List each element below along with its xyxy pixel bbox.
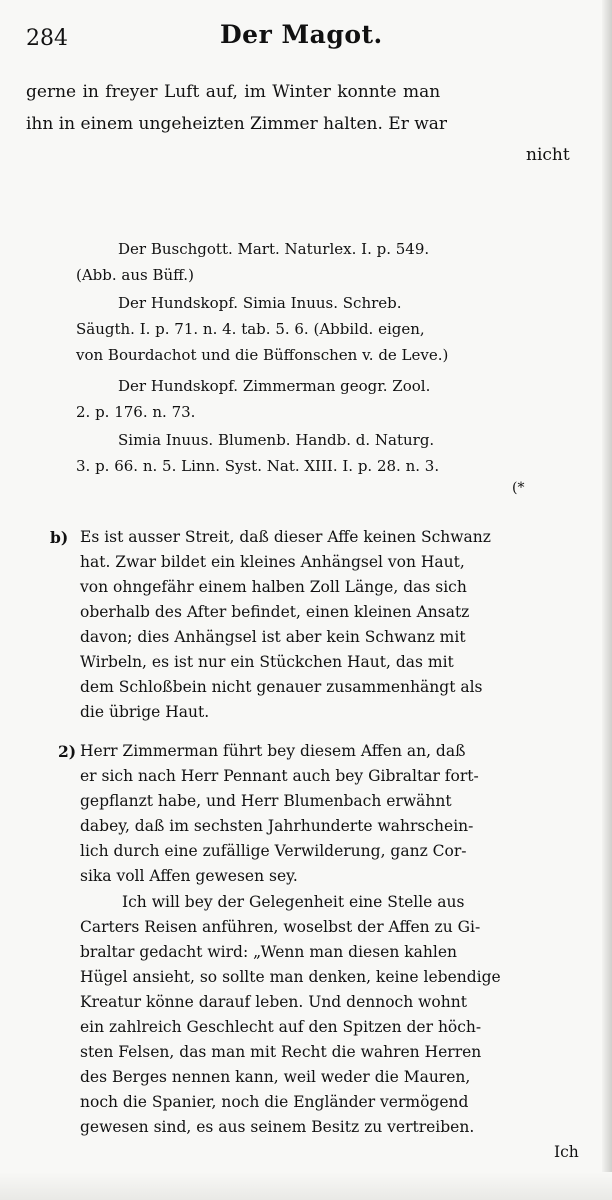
note-2-label: 2) — [58, 742, 77, 761]
note-2-line: gewesen sind, es aus seinem Besitz zu vertreiben. — [80, 1118, 475, 1136]
note-b-line: dem Schloßbein nicht genauer zusammenhängt als — [80, 678, 483, 696]
note-2-line: des Berges nennen kann, weil weder die Mauren, — [80, 1068, 471, 1086]
note-2-line: Herr Zimmerman führt bey diesem Affen an, daß — [80, 742, 466, 760]
note-b-line: von ohngefähr einem halben Zoll Länge, das sich — [80, 578, 467, 596]
page-title: Der Magot. — [220, 20, 383, 49]
main-text-line-1: gerne in freyer Luft auf, im Winter konnte man — [26, 82, 441, 102]
main-text-line-3: nicht — [526, 145, 570, 165]
note-2-line: gepflanzt habe, und Herr Blumenbach erwähnt — [80, 792, 452, 810]
citation-line: Säugth. I. p. 71. n. 4. tab. 5. 6. (Abbild. eigen, — [76, 320, 425, 338]
citation-line: 3. p. 66. n. 5. Linn. Syst. Nat. XIII. I. p. 28. n. 3. — [76, 457, 440, 475]
note-2-line: Ich will bey der Gelegenheit eine Stelle aus — [122, 893, 465, 911]
note-2-line: er sich nach Herr Pennant auch bey Gibraltar fort- — [80, 767, 479, 785]
catchword: Ich — [554, 1143, 579, 1161]
citation-line: Simia Inuus. Blumenb. Handb. d. Naturg. — [118, 431, 435, 449]
citation-footnote-marker: (* — [512, 480, 525, 496]
citation-line: Der Hundskopf. Zimmerman geogr. Zool. — [118, 377, 431, 395]
note-2-line: braltar gedacht wird: „Wenn man diesen kahlen — [80, 943, 457, 961]
note-2-line: Kreatur könne darauf leben. Und dennoch wohnt — [80, 993, 467, 1011]
note-2-line: sika voll Affen gewesen sey. — [80, 867, 298, 885]
note-2-line: Hügel ansieht, so sollte man denken, keine lebendige — [80, 968, 501, 986]
page-bottom-shadow — [0, 1172, 612, 1200]
note-2-line: lich durch eine zufällige Verwilderung, ganz Cor- — [80, 842, 467, 860]
note-b-line: die übrige Haut. — [80, 703, 210, 721]
main-text-line-2: ihn in einem ungeheizten Zimmer halten. Er war — [26, 114, 448, 134]
citation-line: Der Buschgott. Mart. Naturlex. I. p. 549. — [118, 240, 430, 258]
note-2-line: Carters Reisen anführen, woselbst der Affen zu Gi- — [80, 918, 481, 936]
citation-line: Der Hundskopf. Simia Inuus. Schreb. — [118, 294, 402, 312]
note-2-line: dabey, daß im sechsten Jahrhunderte wahrschein- — [80, 817, 474, 835]
citation-line: 2. p. 176. n. 73. — [76, 403, 196, 421]
note-2-line: noch die Spanier, noch die Engländer vermögend — [80, 1093, 469, 1111]
note-b-line: hat. Zwar bildet ein kleines Anhängsel von Haut, — [80, 553, 465, 571]
note-b-line: oberhalb des After befindet, einen kleinen Ansatz — [80, 603, 470, 621]
citation-line: (Abb. aus Büff.) — [76, 266, 194, 284]
page-edge-shadow — [602, 0, 612, 1200]
note-2-line: sten Felsen, das man mit Recht die wahren Herren — [80, 1043, 482, 1061]
note-b-label: b) — [50, 528, 69, 547]
note-b-line: Es ist ausser Streit, daß dieser Affe keinen Schwanz — [80, 528, 491, 546]
citation-line: von Bourdachot und die Büffonschen v. de Leve.) — [76, 346, 449, 364]
note-2-line: ein zahlreich Geschlecht auf den Spitzen der höch- — [80, 1018, 482, 1036]
note-b-line: davon; dies Anhängsel ist aber kein Schwanz mit — [80, 628, 466, 646]
page-number: 284 — [26, 26, 68, 51]
note-b-line: Wirbeln, es ist nur ein Stückchen Haut, das mit — [80, 653, 454, 671]
